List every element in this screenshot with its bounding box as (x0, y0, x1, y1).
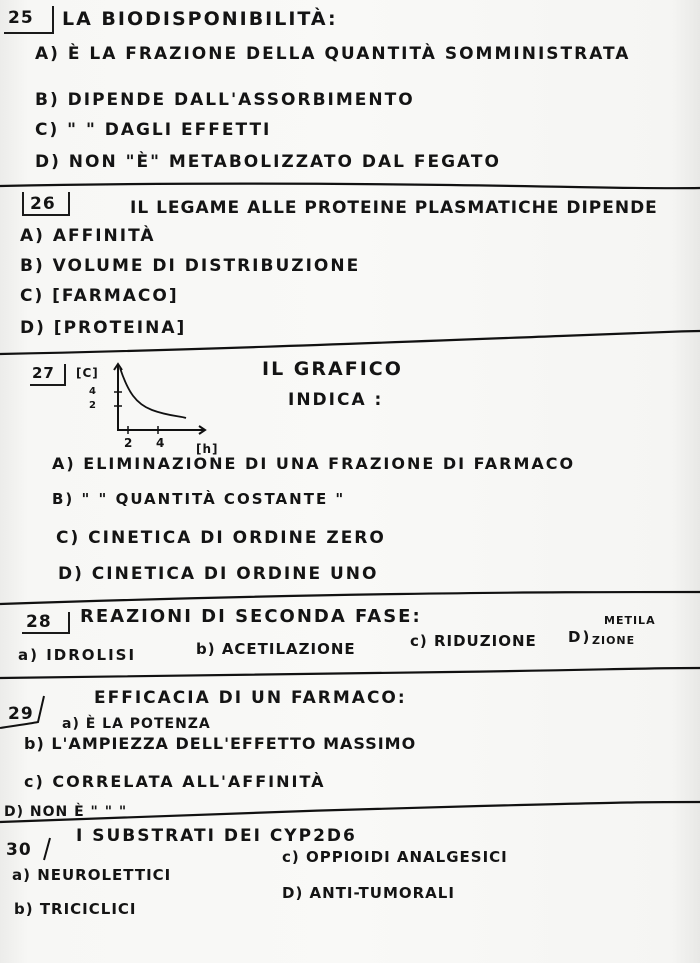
question-title-28: REAZIONI DI SECONDA FASE: (80, 606, 422, 627)
option-26-a: A) AFFINITÀ (20, 226, 156, 246)
option-30-a: a) NEUROLETTICI (12, 866, 172, 884)
option-26-d: D) [PROTEINA] (20, 318, 187, 338)
graph-y-tick-4: 4 (89, 386, 97, 397)
divider-line (0, 796, 700, 826)
option-29-b: b) L'AMPIEZZA DELL'EFFETTO MASSIMO (24, 734, 417, 753)
question-number-26: 26 (30, 194, 56, 214)
option-25-b: B) DIPENDE DALL'ASSORBIMENTO (35, 90, 415, 110)
option-29-a: a) È LA POTENZA (62, 716, 211, 732)
question-number-box (4, 6, 54, 34)
option-30-d: D) ANTI-TUMORALI (282, 884, 455, 902)
option-25-d: D) NON "È" METABOLIZZATO DAL FEGATO (35, 152, 501, 172)
option-29-c: c) CORRELATA ALL'AFFINITÀ (24, 772, 326, 791)
graph-y-label: [C] (76, 366, 99, 380)
question-number-27: 27 (32, 364, 55, 382)
question-number-28: 28 (26, 612, 52, 632)
graph-x-label: [h] (196, 442, 219, 456)
option-30-c: c) OPPIOIDI ANALGESICI (282, 848, 508, 866)
option-27-d: D) CINETICA DI ORDINE UNO (58, 564, 379, 584)
option-29-d: D) NON È " " " (4, 804, 128, 820)
question-number-25: 25 (8, 8, 34, 28)
question-title-25: LA BIODISPONIBILITÀ: (62, 8, 338, 30)
graph-x-tick-2: 2 (124, 436, 134, 450)
question-title-26: IL LEGAME ALLE PROTEINE PLASMATICHE DIPENDE (130, 198, 658, 218)
divider-line (0, 664, 700, 684)
question-title-30: I SUBSTRATI DEI CYP2D6 (76, 826, 357, 846)
option-30-b: b) TRICICLICI (14, 900, 137, 918)
graph-x-tick-4: 4 (156, 436, 166, 450)
question-title-27-line1: IL GRAFICO (262, 358, 403, 380)
option-28-d-bottom: ZIONE (592, 634, 636, 647)
option-25-c: C) " " DAGLI EFFETTI (35, 120, 272, 140)
option-26-b: B) VOLUME DI DISTRIBUZIONE (20, 256, 361, 276)
option-28-b: b) ACETILAZIONE (196, 640, 356, 658)
option-28-a: a) IDROLISI (18, 646, 137, 664)
option-28-c: c) RIDUZIONE (410, 632, 537, 650)
option-28-d-top: METILA (604, 614, 656, 627)
option-27-a: A) ELIMINAZIONE DI UNA FRAZIONE DI FARMACO (52, 454, 576, 473)
option-26-c: C) [FARMACO] (20, 286, 179, 306)
option-27-b: B) " " QUANTITÀ COSTANTE " (52, 490, 346, 508)
divider-line (0, 180, 700, 194)
option-28-d: D) (568, 628, 592, 646)
question-title-27-line2: INDICA : (288, 390, 384, 410)
divider-line (0, 326, 700, 356)
graph-y-tick-2: 2 (89, 400, 97, 411)
question-number-29: 29 (8, 704, 34, 724)
question-number-30: 30 (6, 840, 32, 860)
option-27-c: C) CINETICA DI ORDINE ZERO (56, 528, 386, 548)
divider-line (0, 588, 700, 608)
question-title-29: EFFICACIA DI UN FARMACO: (94, 688, 407, 708)
option-25-a: A) È LA FRAZIONE DELLA QUANTITÀ SOMMINISTRATA (35, 44, 631, 64)
